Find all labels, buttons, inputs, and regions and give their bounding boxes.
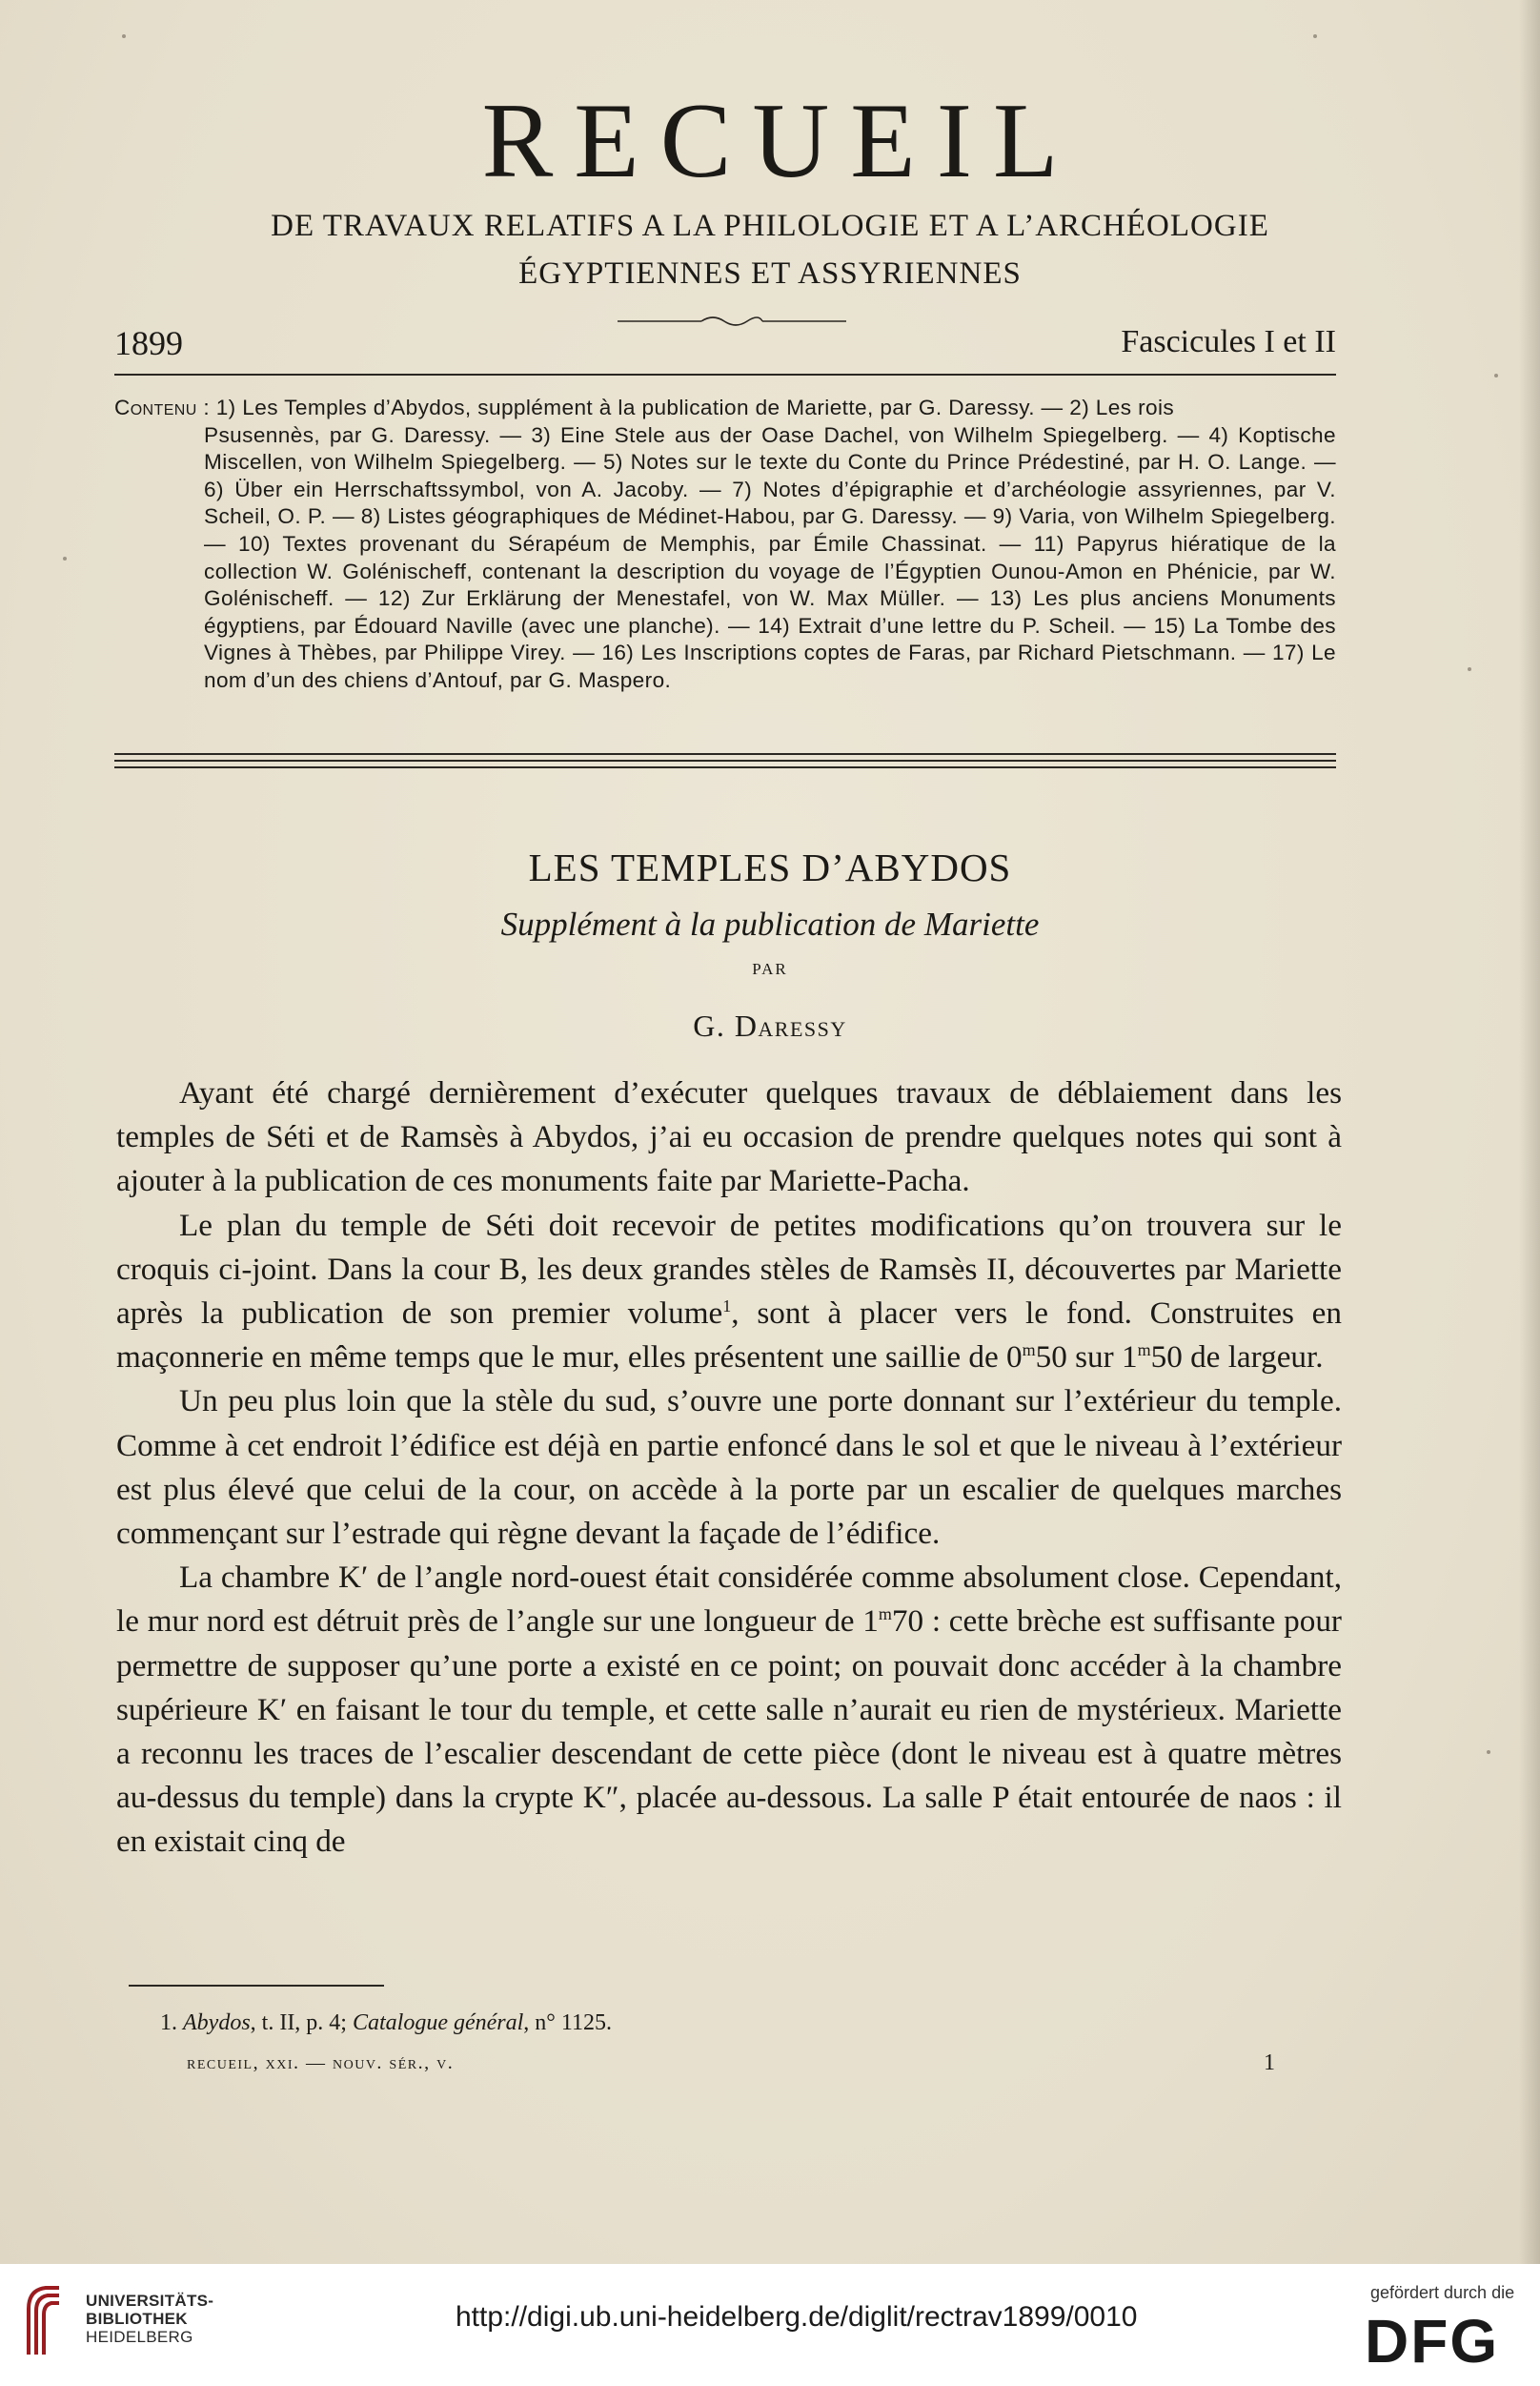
footnote-marker: 1 [722, 1296, 732, 1316]
article-body [116, 1071, 1342, 1865]
paragraph-4 [116, 1556, 1342, 1864]
funder-caption: gefördert durch die [1370, 2283, 1515, 2302]
issue-year: 1899 [114, 324, 183, 362]
ornament-divider [618, 315, 846, 328]
footnote-end: , n° 1125. [523, 2010, 613, 2035]
double-rule-middle [114, 760, 1336, 762]
contents-first-line: 1) Les Temples d’Abydos, supplément à la publication de Mariette, par G. Daressy. — 2) Les rois [215, 396, 1175, 419]
contents-label: Contenu : [114, 396, 211, 419]
contents-text: Psusennès, par G. Daressy. — 3) Eine Stele aus der Oase Dachel, von Wilhelm Spiegelberg. — 4) Koptische Miscellen, von Wilhelm Spiegelberg. — 5) Notes sur le texte du Conte du Prince Prédestiné, par H. O. Lange. — 6) Über ein Herrschaftssymbol, von A. Jacoby. — 7) Notes d’épigraphie et d’archéologie assyriennes, par V. Scheil, O. P. — 8) Listes géographiques de Médinet-Habou, par G. Daressy. — 9) Varia, von Wilhelm Spiegelberg. — 10) Textes provenant du Sérapéum de Memphis, par Émile Chassinat. — 11) Papyrus hiératique de la collection W. Golénischeff, contenant la description du voyage de l’Égyptien Ounou-Amon en Phénicie, par W. Golénischeff. — 12) Zur Erklärung der Menestafel, von W. Max Müller. — 13) Les plus anciens Monuments égyptiens, par Édouard Naville (avec une planche). — 14) Extrait d’une lettre du P. Scheil. — 15) La Tombe des Vignes à Thèbes, par Philippe Virey. — 16) Les Inscriptions coptes de Faras, par Richard Pietschmann. — 17) Le nom d’un des chiens d’Antouf, par G. Maspero. [204, 422, 1336, 692]
paper-speck [122, 34, 126, 38]
paragraph-2-part-b: , sont à placer vers le fond. Construites en maçonnerie en même temps que le mur, elles présentent une saillie de 0 [116, 1295, 1343, 1376]
unit-meter: m [878, 1604, 892, 1624]
unit-meter: m [1022, 1340, 1036, 1360]
double-rule-bottom [114, 766, 1336, 768]
dfg-logo[interactable]: DFG [1365, 2307, 1500, 2376]
header-rule [114, 374, 1336, 376]
footnote-middle: , t. II, p. 4; [250, 2010, 353, 2035]
footnote-rule [129, 1985, 384, 1987]
double-rule-top [114, 753, 1336, 755]
running-footer: recueil, xxi. — nouv. sér., v. [187, 2052, 455, 2073]
paragraph-2-part-d: 50 de largeur. [1150, 1339, 1324, 1376]
issue-fascicule: Fascicules I et II [1121, 324, 1336, 359]
journal-subtitle-line1: DE TRAVAUX RELATIFS A LA PHILOLOGIE ET A L’ARCHÉOLOGIE [271, 209, 1269, 243]
permalink-url[interactable]: http://digi.ub.uni-heidelberg.de/diglit/rectrav1899/0010 [456, 2301, 1138, 2333]
paper-speck [1494, 374, 1498, 377]
library-line-3: HEIDELBERG [86, 2328, 193, 2346]
article-title: LES TEMPLES D’ABYDOS [528, 846, 1012, 889]
paragraph-2-part-c: 50 sur 1 [1035, 1339, 1138, 1376]
footnote-number: 1. [160, 2010, 177, 2035]
paper-speck [1468, 667, 1471, 671]
paragraph-4-part-b: 70 : cette brèche est suffisante pour permettre de supposer qu’une porte a existé en ce point; on pouvait donc accéder à la chambre supérieure K′ en faisant le tour du temple, et cette salle n’aurait eu rien de mystérieux. Mariette a reconnu les traces de l’escalier descendant de cette pièce (dont le niveau est à quatre mètres au-dessus du temple) dans la crypte K″, placée au-dessous. La salle P était entourée de naos : il en existait cinq de [116, 1603, 1342, 1860]
page-edge-shadow [1519, 0, 1540, 2264]
unit-meter: m [1137, 1340, 1151, 1360]
library-line-2: BIBLIOTHEK [86, 2310, 188, 2328]
paper-speck [1313, 34, 1317, 38]
journal-title: RECUEIL [481, 82, 1080, 200]
paragraph-2 [116, 1204, 1342, 1380]
paper-speck [63, 557, 67, 561]
page-number: 1 [1264, 2050, 1275, 2075]
paragraph-1: Ayant été chargé dernièrement d’exécuter quelques travaux de déblaiement dans les temples de Séti et de Ramsès à Abydos, j’ai eu occasion de prendre quelques notes qui sont à ajouter à la publication de ces monuments faite par Mariette-Pacha. [116, 1075, 1342, 1199]
library-name[interactable] [86, 2292, 213, 2346]
footnote [160, 2011, 612, 2034]
article-subtitle: Supplément à la publication de Mariette [500, 906, 1040, 943]
paragraph-2-part-a: Le plan du temple de Séti doit recevoir de petites modifications qu’on trouvera sur le croquis ci-joint. Dans la cour B, les deux grandes stèles de Ramsès II, découvertes par Mariette après la publication de son premier volume [116, 1207, 1342, 1332]
university-library-logo-icon[interactable] [21, 2280, 65, 2358]
table-of-contents [114, 395, 1336, 695]
library-line-1: UNIVERSITÄTS- [86, 2292, 214, 2310]
paragraph-4-part-a: La chambre K′ de l’angle nord-ouest était considérée comme absolument close. Cependant, le mur nord est détruit près de l’angle sur une longueur de 1 [116, 1560, 1342, 1640]
article-author: G. Daressy [693, 1009, 847, 1043]
footnote-title-2: Catalogue général [352, 2010, 524, 2035]
paragraph-3: Un peu plus loin que la stèle du sud, s’ouvre une porte donnant sur l’extérieur du temple. Comme à cet endroit l’édifice est déjà en partie enfoncé dans le sol et que le niveau à l’extérieur est plus élevé que celui de la cour, on accède à la porte par un escalier de quelques marches commençant sur l’estrade qui règne devant la façade de l’édifice. [116, 1383, 1342, 1552]
journal-subtitle-line2: ÉGYPTIENNES ET ASSYRIENNES [518, 256, 1022, 291]
paper-speck [1487, 1750, 1490, 1754]
byline-par: PAR [752, 960, 788, 978]
footnote-title-1: Abydos [183, 2010, 251, 2035]
